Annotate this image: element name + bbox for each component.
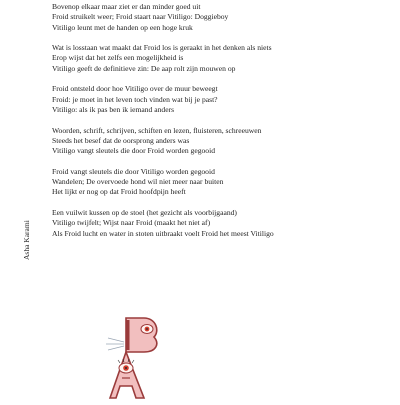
poem-line: Steeds het besef dat de oorsprong anders was bbox=[52, 135, 190, 145]
stanza bbox=[52, 84, 392, 115]
ab-letter-creatures-illustration bbox=[100, 300, 190, 400]
poem bbox=[52, 2, 392, 249]
poem-line: Wandelen; De overvoede hond wil niet meer naar buiten bbox=[52, 177, 224, 187]
letter-b-pupil-icon bbox=[146, 328, 148, 330]
letter-a-pupil-icon bbox=[125, 367, 127, 369]
poem-line: Vitiligo: als ik pas ben ik iemand anders bbox=[52, 104, 175, 114]
poem-line: Vitiligo leunt met de handen op een hoge kruk bbox=[52, 22, 193, 32]
stanza bbox=[52, 2, 392, 33]
stanza bbox=[52, 126, 392, 157]
poem-line: Froid struikelt weer; Froid staart naar Vitiligo: Doggieboy bbox=[52, 12, 229, 22]
stanza bbox=[52, 167, 392, 198]
author-name: Asha Karami bbox=[22, 220, 31, 260]
poem-line: Erop wijst dat het zelfs een mogelijkheid is bbox=[52, 53, 184, 63]
letter-b-shape bbox=[126, 318, 157, 352]
poem-line: Wat is losstaan wat maakt dat Froid los is geraakt in het denken als niets bbox=[52, 43, 272, 53]
whiskers-icon bbox=[106, 338, 124, 350]
poem-line: Vitiligo geeft de definitieve zin: De aap rolt zijn mouwen op bbox=[52, 63, 236, 73]
letter-a-shape bbox=[110, 352, 144, 398]
poem-line: Froid vangt sleutels die door Vitiligo worden gegooid bbox=[52, 166, 215, 176]
poem-line: Een vuilwit kussen op de stoel (het gezicht als voorbijgaand) bbox=[52, 207, 237, 217]
poem-line: Vitiligo vangt sleutels die door Froid worden gegooid bbox=[52, 146, 215, 156]
poem-line: Het lijkt er nog op dat Froid hoofdpijn heeft bbox=[52, 187, 186, 197]
poem-line: Bovenop elkaar maar ziet er dan minder goed uit bbox=[52, 2, 201, 11]
illustration-svg bbox=[100, 300, 190, 400]
poem-line: Als Froid lucht en water in stoten uitbraakt voelt Froid het meest Vitiligo bbox=[52, 228, 274, 238]
stanza bbox=[52, 208, 392, 239]
poem-line: Woorden, schrift, schrijven, schiften en lezen, fluisteren, schreeuwen bbox=[52, 125, 262, 135]
poem-line: Vitiligo twijfelt; Wijst naar Froid (maakt het niet af) bbox=[52, 218, 211, 228]
poem-line: Froid: je moet in het leven toch vinden wat bij je past? bbox=[52, 94, 218, 104]
stanza bbox=[52, 43, 392, 74]
poem-line: Froid ontsteld door hoe Vitiligo over de muur beweegt bbox=[52, 84, 218, 94]
